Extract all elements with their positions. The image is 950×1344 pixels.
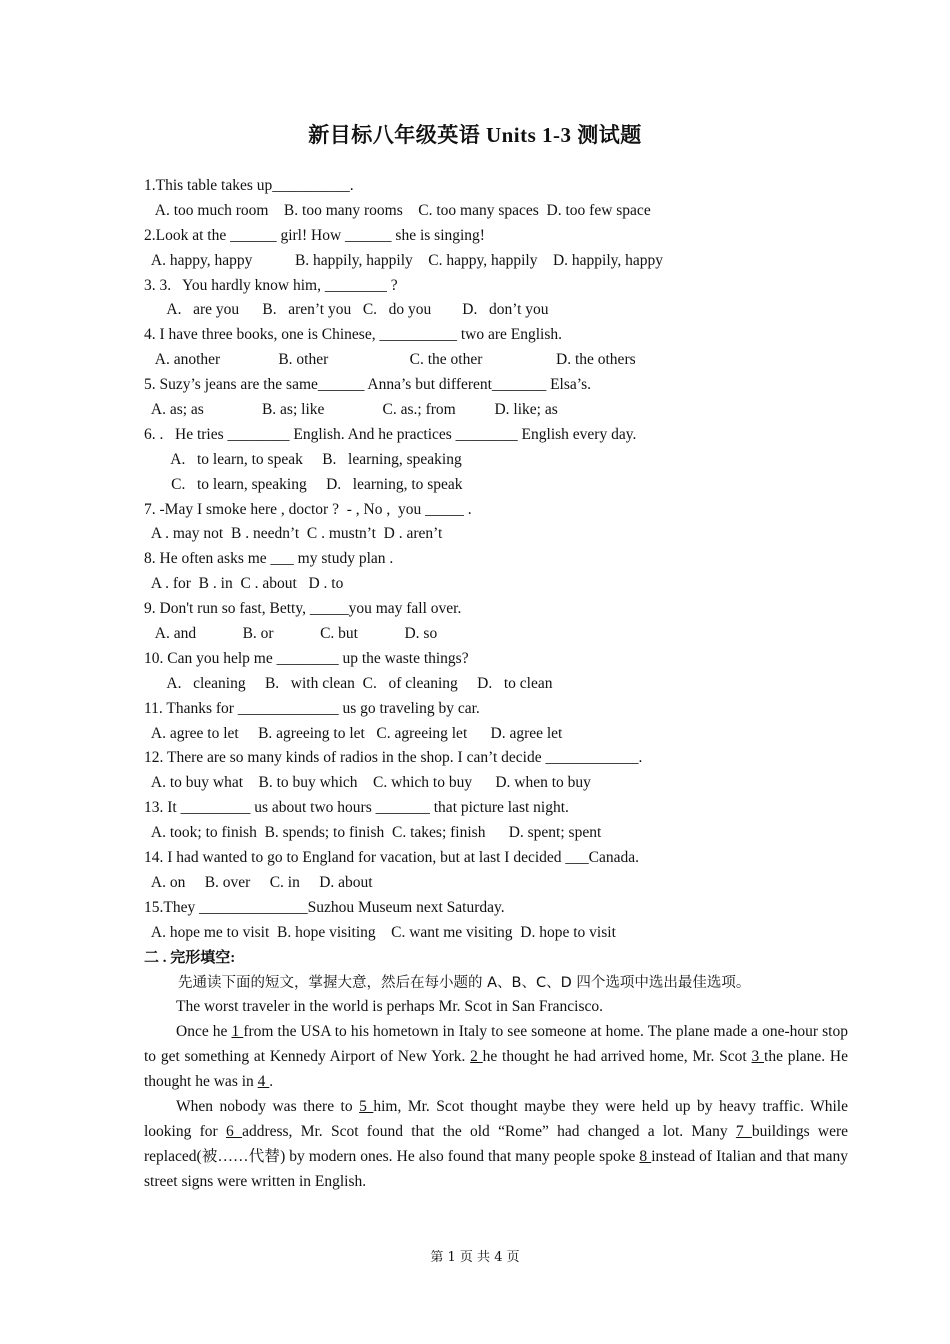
passage-text: from the USA to his hometown in Italy to see someone at home. The plane made a one-hour stop to get something at Kennedy Airport of New York.	[144, 1023, 848, 1066]
passage-paragraph	[144, 1020, 848, 1095]
passage-paragraph: The worst traveler in the world is perhaps Mr. Scot in San Francisco.	[176, 998, 604, 1016]
cloze-blank: 2	[470, 1048, 483, 1066]
passage-text: .	[269, 1073, 274, 1091]
question-stem: 4. I have three books, one is Chinese, __________ two are English.	[144, 326, 562, 344]
cloze-blank: 7	[735, 1122, 752, 1140]
question-options: A. are you B. aren’t you C. do you D. don’t you	[144, 301, 549, 319]
passage-text: instead of Italian and that many street signs were written in English.	[144, 1147, 848, 1190]
cloze-blank: 1	[231, 1023, 244, 1041]
page-title: 新目标八年级英语 Units 1-3 测试题	[308, 123, 642, 147]
question-options: A. to buy what B. to buy which C. which to buy D. when to buy	[144, 774, 591, 792]
question-stem: 5. Suzy’s jeans are the same______ Anna’s but different_______ Elsa’s.	[144, 376, 591, 394]
question-stem: 7. -May I smoke here , doctor ? - , No , you _____ .	[144, 500, 472, 518]
question-options: A . for B . in C . about D . to	[144, 575, 344, 593]
question-stem: 14. I had wanted to go to England for vacation, but at last I decided ___Canada.	[144, 849, 639, 867]
question-options: A. agree to let B. agreeing to let C. agreeing let D. agree let	[144, 724, 563, 742]
question-options: A. happy, happy B. happily, happily C. happy, happily D. happily, happy	[144, 251, 664, 269]
page-footer: 第 1 页 共 4 页	[430, 1250, 520, 1265]
passage-text: When nobody was there to	[176, 1098, 360, 1116]
cloze-blank: 5	[359, 1098, 374, 1116]
passage-text: him, Mr. Scot thought maybe they were held up by heavy traffic. While looking for	[144, 1098, 848, 1140]
question-options: A. too much room B. too many rooms C. too many spaces D. too few space	[144, 201, 651, 219]
question-list	[144, 174, 848, 1195]
cloze-blank: 6	[226, 1122, 243, 1140]
question-options: C. to learn, speaking D. learning, to speak	[144, 475, 463, 493]
passage-text: the plane. He thought he was in	[144, 1048, 848, 1091]
question-options: A. as; as B. as; like C. as.; from D. like; as	[144, 401, 558, 419]
passage-text: buildings were replaced(被……代替) by modern ones. He also found that many people spoke	[144, 1122, 849, 1165]
question-stem: 10. Can you help me ________ up the waste things?	[144, 649, 469, 667]
passage-text: Once he	[176, 1023, 232, 1041]
question-stem: 1.This table takes up__________.	[144, 177, 354, 194]
question-stem: 3. 3. You hardly know him, ________ ?	[144, 276, 398, 294]
passage-text: he thought he had arrived home, Mr. Scot	[482, 1048, 752, 1066]
question-options: A. cleaning B. with clean C. of cleaning D. to clean	[144, 674, 553, 692]
question-stem: 13. It _________ us about two hours _______ that picture last night.	[144, 799, 569, 817]
question-stem: 6. . He tries ________ English. And he practices ________ English every day.	[144, 425, 637, 443]
question-options: A. hope me to visit B. hope visiting C. want me visiting D. hope to visit	[144, 923, 616, 941]
question-stem: 15.They ______________Suzhou Museum next Saturday.	[144, 898, 505, 916]
section-heading: 二 . 完形填空:	[144, 949, 236, 966]
cloze-blank: 8	[639, 1147, 652, 1165]
question-options: A. and B. or C. but D. so	[144, 625, 438, 643]
question-stem: 11. Thanks for _____________ us go traveling by car.	[144, 699, 480, 717]
cloze-blank: 4	[257, 1073, 270, 1091]
question-stem: 2.Look at the ______ girl! How ______ she is singing!	[144, 226, 485, 244]
question-options: A. another B. other C. the other D. the others	[144, 351, 636, 369]
question-stem: 12. There are so many kinds of radios in the shop. I can’t decide ____________.	[144, 749, 643, 767]
question-stem: 8. He often asks me ___ my study plan .	[144, 550, 394, 568]
question-options: A. to learn, to speak B. learning, speaking	[144, 450, 462, 468]
question-options: A. took; to finish B. spends; to finish C. takes; finish D. spent; spent	[144, 824, 602, 842]
passage-text: address, Mr. Scot found that the old “Rome” had changed a lot. Many	[242, 1122, 736, 1140]
passage-paragraph	[144, 1095, 848, 1195]
question-options: A. on B. over C. in D. about	[144, 873, 373, 891]
question-options: A . may not B . needn’t C . mustn’t D . aren’t	[144, 525, 443, 543]
cloze-blank: 3	[751, 1048, 765, 1066]
section-instruction: 先通读下面的短文，掌握大意，然后在每小题的 A、B、C、D 四个选项中选出最佳选项。	[178, 974, 751, 991]
question-stem: 9. Don't run so fast, Betty, _____you may fall over.	[144, 600, 462, 618]
